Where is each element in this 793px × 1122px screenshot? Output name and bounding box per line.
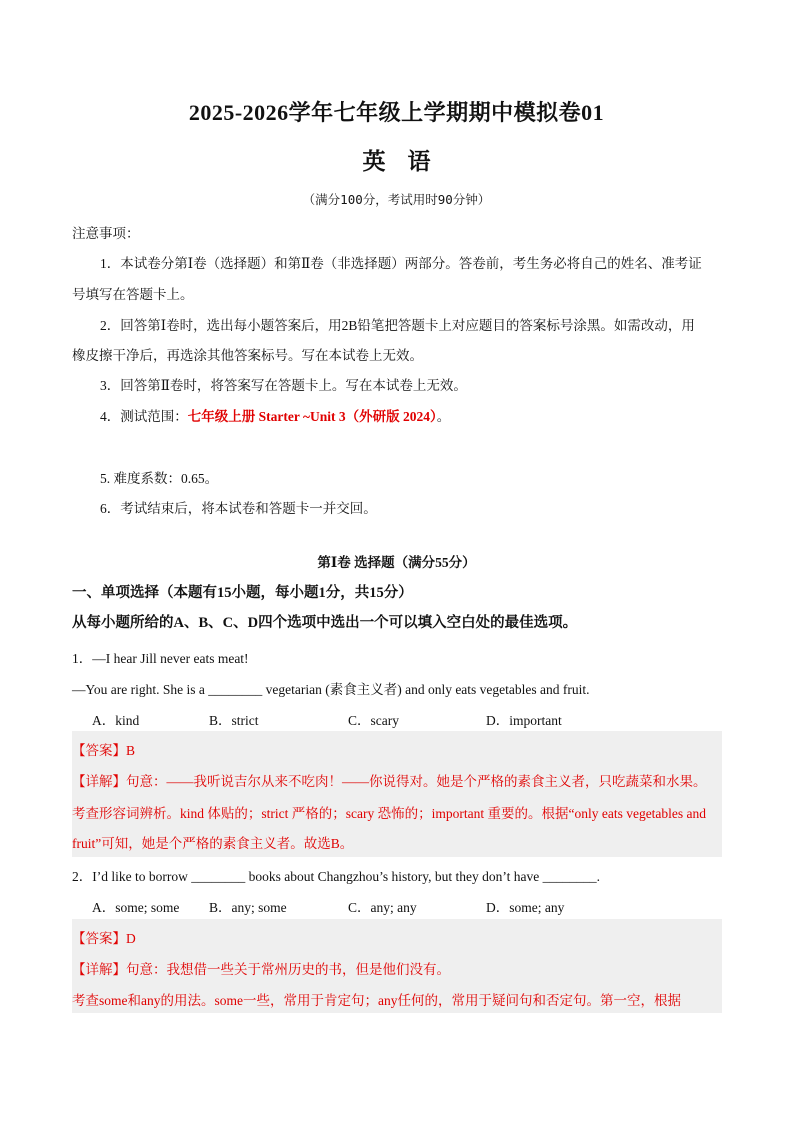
question-1-detail-line-1 [72, 770, 707, 790]
question-2-answer [72, 927, 136, 947]
detail-text: 句意：我想借一些关于常州历史的书，但是他们没有。 [126, 962, 450, 977]
question-1-detail-line-3: fruit”可知，她是个严格的素食主义者。故选B。 [72, 836, 354, 851]
detail-label: 【详解】 [72, 774, 126, 789]
note-4 [100, 405, 450, 425]
question-1-option-c: C．scary [348, 713, 399, 728]
note-1-line-1: 1．本试卷分第Ⅰ卷（选择题）和第Ⅱ卷（非选择题）两部分。答卷前，考生务必将自己的姓名、准考证 [100, 256, 702, 271]
note-4-suffix: 。 [436, 409, 451, 424]
question-2-option-a: A．some; some [92, 900, 180, 915]
answer-label: 【答案】 [72, 931, 126, 946]
question-2-detail-line-1 [72, 958, 450, 978]
question-1-option-b: B．strict [209, 713, 259, 728]
exam-score-time-note: （满分100分，考试用时90分钟） [302, 192, 491, 207]
test-range: 七年级上册 Starter ~Unit 3（外研版 2024） [187, 409, 437, 424]
subject-title: 英语 [362, 149, 453, 174]
note-2-line-1: 2．回答第Ⅰ卷时，选出每小题答案后，用2B铅笔把答题卡上对应题目的答案标号涂黑。如需改动，用 [100, 318, 695, 333]
question-1-option-a: A．kind [92, 713, 140, 728]
question-2-option-d: D．some; any [486, 900, 565, 915]
question-2-option-b: B．any; some [209, 900, 287, 915]
notes-heading: 注意事项： [72, 226, 140, 241]
question-2-option-c: C．any; any [348, 900, 417, 915]
note-6: 6．考试结束后，将本试卷和答题卡一并交回。 [100, 501, 377, 516]
question-1-answer [72, 739, 135, 759]
question-2-detail-line-2: 考查some和any的用法。some一些，常用于肯定句；any任何的，常用于疑问句和否定句。第一空，根据 [72, 993, 681, 1008]
note-3: 3．回答第Ⅱ卷时，将答案写在答题卡上。写在本试卷上无效。 [100, 378, 467, 393]
note-4-prefix: 4．测试范围： [100, 409, 188, 424]
detail-label: 【详解】 [72, 962, 126, 977]
note-5: 5. 难度系数：0.65。 [100, 471, 219, 486]
note-1-line-2: 号填写在答题卡上。 [72, 287, 194, 302]
question-1-stem-line-2: —You are right. She is a ________ vegetarian (素食主义者) and only eats vegetables and fruit. [72, 682, 590, 697]
question-1-detail-line-2: 考查形容词辨析。kind 体贴的；strict 严格的；scary 恐怖的；important 重要的。根据“only eats vegetables and [72, 806, 707, 821]
detail-text: 句意：——我听说吉尔从来不吃肉！——你说得对。她是个严格的素食主义者，只吃蔬菜和水果。 [126, 774, 707, 789]
note-2-line-2: 橡皮擦干净后，再选涂其他答案标号。写在本试卷上无效。 [72, 348, 423, 363]
answer-label: 【答案】 [72, 743, 126, 758]
question-1-stem-line-1: 1．—I hear Jill never eats meat! [72, 651, 249, 666]
part-title: 第Ⅰ卷 选择题（满分55分） [317, 555, 476, 570]
answer-value: B [126, 743, 136, 758]
exam-title: 2025-2026学年七年级上学期期中模拟卷01 [188, 100, 605, 125]
question-2-stem: 2．I’d like to borrow ________ books about Changzhou’s history, but they don’t have ________. [72, 869, 600, 884]
answer-value: D [126, 931, 136, 946]
section-instruction: 从每小题所给的A、B、C、D四个选项中选出一个可以填入空白处的最佳选项。 [72, 615, 578, 631]
section-heading: 一、单项选择（本题有15小题，每小题1分，共15分） [72, 585, 413, 601]
question-1-option-d: D．important [486, 713, 562, 728]
